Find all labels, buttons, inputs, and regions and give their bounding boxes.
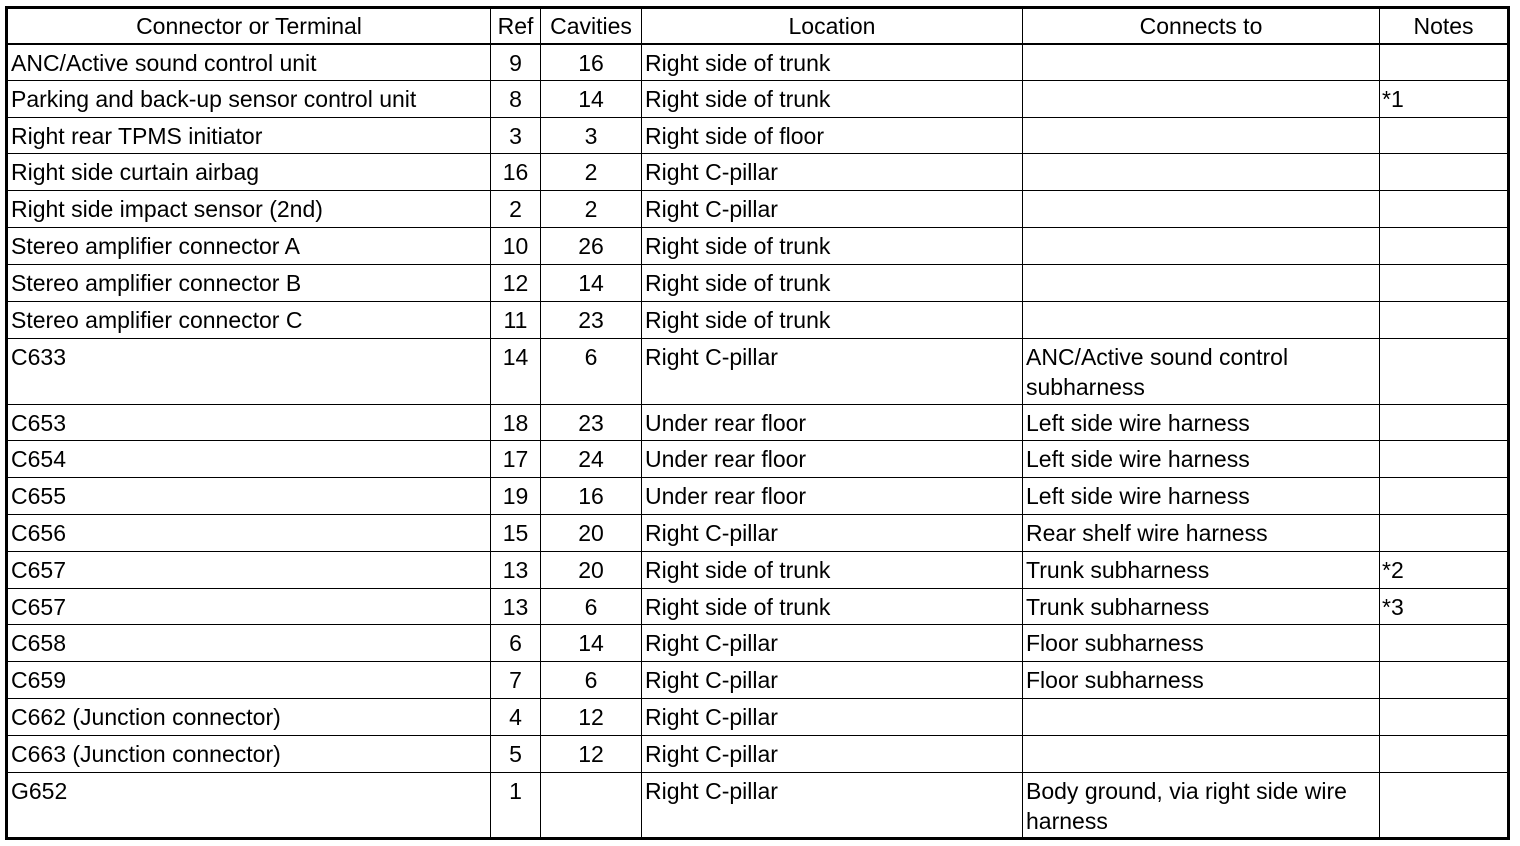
cell-location: Right C-pillar [642,625,1023,662]
header-connector: Connector or Terminal [7,8,491,44]
cell-connector: C655 [7,478,491,515]
cell-ref: 8 [491,80,541,117]
table-row [7,441,1509,478]
cell-ref: 11 [491,301,541,338]
table-row [7,191,1509,228]
cell-connector: G652 [7,772,491,838]
cell-ref: 5 [491,735,541,772]
cell-location: Right C-pillar [642,154,1023,191]
header-connects-to: Connects to [1023,8,1380,44]
cell-connector: ANC/Active sound control unit [7,44,491,81]
cell-notes [1380,404,1509,441]
cell-notes: *2 [1380,551,1509,588]
header-cavities: Cavities [541,8,642,44]
cell-notes: *1 [1380,80,1509,117]
cell-location: Right C-pillar [642,772,1023,838]
table-body [7,44,1509,839]
table-row [7,514,1509,551]
cell-connects-to: ANC/Active sound control subharness [1023,338,1380,404]
table-row [7,338,1509,404]
cell-connects-to [1023,735,1380,772]
table-row [7,735,1509,772]
table-row [7,772,1509,838]
cell-connects-to [1023,191,1380,228]
cell-location: Right C-pillar [642,514,1023,551]
cell-connects-to: Body ground, via right side wire harness [1023,772,1380,838]
cell-notes [1380,191,1509,228]
cell-connector: C658 [7,625,491,662]
cell-cavities: 16 [541,44,642,81]
table-row [7,228,1509,265]
cell-connects-to [1023,228,1380,265]
cell-connector: C657 [7,588,491,625]
cell-connects-to [1023,80,1380,117]
cell-location: Right side of trunk [642,301,1023,338]
cell-location: Right side of trunk [642,80,1023,117]
cell-location: Under rear floor [642,441,1023,478]
cell-cavities: 24 [541,441,642,478]
cell-connector: C654 [7,441,491,478]
cell-connector: C657 [7,551,491,588]
cell-connector: C633 [7,338,491,404]
cell-connector: Stereo amplifier connector C [7,301,491,338]
cell-location: Under rear floor [642,404,1023,441]
table-row [7,154,1509,191]
cell-cavities: 6 [541,338,642,404]
cell-ref: 16 [491,154,541,191]
table-row [7,699,1509,736]
cell-notes [1380,662,1509,699]
cell-notes [1380,478,1509,515]
cell-cavities: 26 [541,228,642,265]
cell-ref: 2 [491,191,541,228]
cell-location: Right C-pillar [642,735,1023,772]
cell-ref: 9 [491,44,541,81]
cell-location: Right C-pillar [642,662,1023,699]
table-row [7,662,1509,699]
cell-connector: C662 (Junction connector) [7,699,491,736]
cell-cavities: 2 [541,191,642,228]
cell-cavities: 14 [541,625,642,662]
cell-notes [1380,117,1509,154]
connector-table [5,6,1510,840]
cell-cavities: 12 [541,699,642,736]
cell-notes [1380,228,1509,265]
cell-notes [1380,441,1509,478]
cell-cavities: 20 [541,551,642,588]
cell-notes: *3 [1380,588,1509,625]
cell-connects-to [1023,117,1380,154]
cell-notes [1380,154,1509,191]
cell-location: Right side of trunk [642,44,1023,81]
cell-connector: C659 [7,662,491,699]
cell-connector: Right side impact sensor (2nd) [7,191,491,228]
cell-notes [1380,301,1509,338]
cell-connector: C653 [7,404,491,441]
table-row [7,80,1509,117]
cell-location: Right side of trunk [642,264,1023,301]
cell-notes [1380,338,1509,404]
cell-ref: 12 [491,264,541,301]
cell-connects-to: Trunk subharness [1023,588,1380,625]
cell-connects-to: Floor subharness [1023,662,1380,699]
cell-connects-to: Left side wire harness [1023,404,1380,441]
cell-location: Right side of floor [642,117,1023,154]
cell-location: Right C-pillar [642,338,1023,404]
cell-location: Under rear floor [642,478,1023,515]
cell-connects-to: Left side wire harness [1023,441,1380,478]
cell-notes [1380,44,1509,81]
table-row [7,625,1509,662]
cell-ref: 13 [491,551,541,588]
table-row [7,264,1509,301]
cell-cavities: 6 [541,588,642,625]
cell-ref: 15 [491,514,541,551]
cell-location: Right side of trunk [642,588,1023,625]
cell-connects-to [1023,301,1380,338]
header-location: Location [642,8,1023,44]
cell-ref: 13 [491,588,541,625]
cell-connects-to [1023,264,1380,301]
cell-cavities: 16 [541,478,642,515]
cell-cavities: 23 [541,301,642,338]
cell-ref: 1 [491,772,541,838]
cell-notes [1380,735,1509,772]
cell-cavities: 12 [541,735,642,772]
cell-connects-to: Rear shelf wire harness [1023,514,1380,551]
cell-cavities: 6 [541,662,642,699]
table-row [7,44,1509,81]
cell-notes [1380,625,1509,662]
cell-ref: 3 [491,117,541,154]
cell-location: Right C-pillar [642,699,1023,736]
cell-ref: 14 [491,338,541,404]
header-ref: Ref [491,8,541,44]
cell-connector: C663 (Junction connector) [7,735,491,772]
cell-cavities: 23 [541,404,642,441]
header-notes: Notes [1380,8,1509,44]
cell-location: Right C-pillar [642,191,1023,228]
cell-notes [1380,772,1509,838]
cell-connects-to [1023,699,1380,736]
cell-connects-to: Left side wire harness [1023,478,1380,515]
cell-cavities [541,772,642,838]
cell-notes [1380,699,1509,736]
cell-connector: Stereo amplifier connector B [7,264,491,301]
table-row [7,301,1509,338]
cell-connector: C656 [7,514,491,551]
header-row [7,8,1509,44]
table-row [7,478,1509,515]
cell-connects-to: Floor subharness [1023,625,1380,662]
cell-ref: 7 [491,662,541,699]
cell-ref: 4 [491,699,541,736]
table-row [7,551,1509,588]
cell-connector: Parking and back-up sensor control unit [7,80,491,117]
cell-notes [1380,514,1509,551]
cell-cavities: 14 [541,264,642,301]
cell-ref: 19 [491,478,541,515]
cell-ref: 17 [491,441,541,478]
cell-location: Right side of trunk [642,228,1023,265]
cell-cavities: 2 [541,154,642,191]
cell-ref: 10 [491,228,541,265]
table-row [7,117,1509,154]
cell-location: Right side of trunk [642,551,1023,588]
cell-cavities: 3 [541,117,642,154]
table-row [7,404,1509,441]
cell-connects-to: Trunk subharness [1023,551,1380,588]
cell-connects-to [1023,154,1380,191]
cell-ref: 6 [491,625,541,662]
cell-connector: Right side curtain airbag [7,154,491,191]
cell-connector: Stereo amplifier connector A [7,228,491,265]
cell-cavities: 14 [541,80,642,117]
cell-ref: 18 [491,404,541,441]
table-row [7,588,1509,625]
cell-connects-to [1023,44,1380,81]
cell-cavities: 20 [541,514,642,551]
cell-notes [1380,264,1509,301]
cell-connector: Right rear TPMS initiator [7,117,491,154]
